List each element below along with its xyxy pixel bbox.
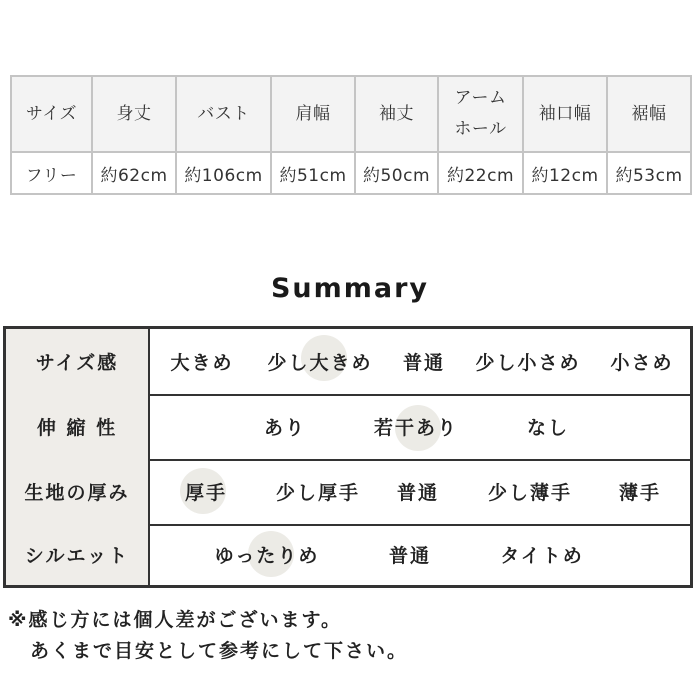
summary-row-size-feel xyxy=(6,329,690,396)
option-item: 普通 xyxy=(388,545,431,567)
summary-label: 生地の厚み xyxy=(6,459,150,524)
header-cell: 袖丈 xyxy=(355,76,438,152)
option-item-selected: 少し大きめ xyxy=(267,352,373,374)
table-cell: 約106cm xyxy=(176,152,271,194)
summary-label: サイズ感 xyxy=(6,329,150,394)
table-cell: 約12cm xyxy=(523,152,607,194)
option-item: 普通 xyxy=(402,352,445,374)
summary-row-stretch xyxy=(6,394,690,461)
summary-label: 伸 縮 性 xyxy=(6,394,150,459)
disclaimer-note xyxy=(8,605,408,667)
option-item: あり xyxy=(263,417,306,439)
header-cell: 裾幅 xyxy=(607,76,691,152)
table-cell: 約50cm xyxy=(355,152,438,194)
option-item: 少し厚手 xyxy=(275,482,360,504)
table-cell: 約53cm xyxy=(607,152,691,194)
table-cell: 約51cm xyxy=(271,152,355,194)
option-item: 大きめ xyxy=(170,352,234,374)
option-item-selected: 厚手 xyxy=(184,482,227,504)
option-item: なし xyxy=(526,417,569,439)
header-cell: 肩幅 xyxy=(271,76,355,152)
summary-row-silhouette xyxy=(6,524,690,585)
option-item: 普通 xyxy=(396,482,439,504)
size-table-header-row xyxy=(11,76,691,152)
size-table xyxy=(10,75,692,195)
note-line-2: あくまで目安として参考にして下さい。 xyxy=(30,640,409,662)
header-cell: 身丈 xyxy=(92,76,176,152)
summary-row-thickness xyxy=(6,459,690,526)
option-item: 少し薄手 xyxy=(487,482,572,504)
note-line-1: ※感じ方には個人差がございます。 xyxy=(8,609,342,631)
table-cell: フリー xyxy=(11,152,92,194)
summary-box xyxy=(3,326,693,588)
option-item-selected: 若干あり xyxy=(373,417,458,439)
header-armhole-line1: アーム xyxy=(454,88,507,108)
summary-label: シルエット xyxy=(6,524,150,585)
header-cell-armhole xyxy=(438,76,523,152)
header-cell: サイズ xyxy=(11,76,92,152)
header-cell: 袖口幅 xyxy=(523,76,607,152)
option-item-selected: ゆったりめ xyxy=(214,545,320,567)
option-item: タイトめ xyxy=(500,545,584,567)
table-cell: 約62cm xyxy=(92,152,176,194)
option-item: 少し小さめ xyxy=(475,352,581,374)
summary-title: Summary xyxy=(270,273,430,304)
header-cell: バスト xyxy=(176,76,271,152)
option-item: 小さめ xyxy=(610,352,674,374)
table-cell: 約22cm xyxy=(438,152,523,194)
header-armhole-line2: ホール xyxy=(454,119,507,139)
option-item: 薄手 xyxy=(618,482,661,504)
size-table-row xyxy=(11,152,691,194)
